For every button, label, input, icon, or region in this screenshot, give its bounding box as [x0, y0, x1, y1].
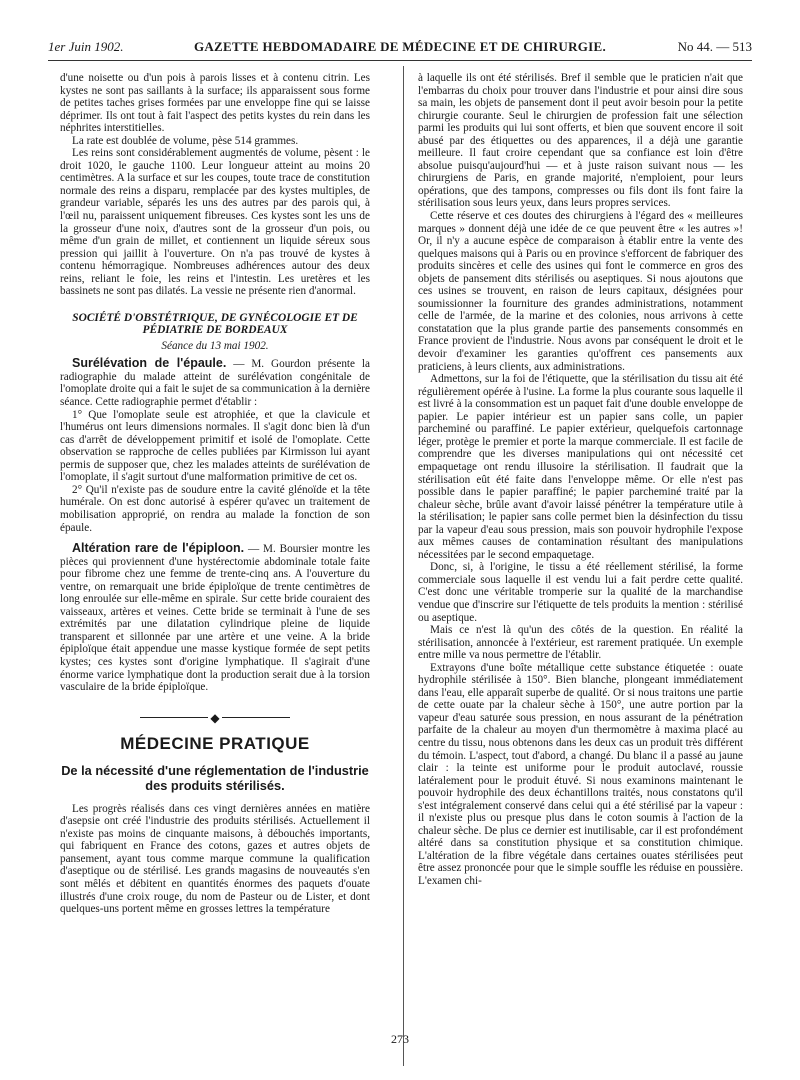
issue-number: No 44. — 513	[677, 39, 752, 54]
running-header	[48, 39, 752, 59]
article-surelevation	[60, 357, 370, 408]
article-body: — M. Boursier montre les pièces qui proviennent d'une hystérectomie abdominale totale faite pour fibrome chez une femme de trente-cinq ans. A l'ouverture du ventre, on remarquait une bride épiploïque de trente centimètres de long enroulée sur elle-même en spirale. Sur cette bride couraient des vaisseaux, artères et veines. Cette bride se terminait à l'une de ses extrémités par une dilatation cylindrique pleine de liquide transparent et sillonnée par une artère et une veine. A la bride épiploïque était appendue une masse kystique formée de sept petits kystes; ces kystes sont d'origine lymphatique. Il s'agirait d'une énorme varice lymphatique dont la production serait due à la torsion vasculaire de la bride épiploïque.	[60, 543, 370, 694]
paragraph: Les reins sont considérablement augmentés de volume, pèsent : le droit 1020, le gauche 1100. Leur longueur atteint au moins 20 centimètres. A la surface et sur les coupes, toute trace de constitution normale des reins a disparu, remplacée par des kystes multiples, de grandeur variable, séparés les uns des autres par des parois qui, à l'œil nu, paraissent uniquement fibreuses. Ces kystes sont les uns de la grosseur d'une noix, d'autres sont de la grosseur d'un pois, ou même d'un grain de millet, et contiennent un liquide séreux sous pression qui jaillit à l'ouverture. On n'a pas trouvé de kystes à contenu hémorragique. Nombreuses adhérences autour des deux reins, reliant le foie, les reins et l'intestin. Les uretères et les bassinets ne sont pas dilatés. La vessie ne présente rien d'anormal.	[60, 147, 370, 298]
left-column	[60, 72, 370, 916]
paragraph: Extrayons d'une boîte métallique cette substance étiquetée : ouate hydrophile stérilisée à 150°. Bien blanche, plongeant immédiatement dans l'eau, elle apparaît superbe de qualité. Or si nous traitons une partie de cette ouate par la chaleur sèche à 150°, une autre portion par la vapeur d'eau saturée sous pression, en nous assurant de la pénétration parfaite de la chaleur au moyen d'un thermomètre à maxima placé au centre du tissu, nous obtenons dans les deux cas un produit très différent du témoin. L'aspect, tout d'abord, a changé. Du blanc il a passé au jaune clair : la teinte est uniforme pour le produit autoclavé, roussie latéralement pour le produit étuvé. Si nous examinons maintenant le pouvoir hydrophile des deux échantillons traités, nous constatons qu'il s'est intégralement conservé dans celui qui a été stérilisé par la vapeur : il n'existe plus ou presque plus dans le coton soumis à l'action de la chaleur sèche. De plus ce dernier est inutilisable, car il est profondément altéré dans sa constitution physique et sa constitution chimique. L'altération de la fibre végétale dans certaines ouates stérilisées peut être assez prononcée pour que le simple souffle les réduise en poussière. L'examen chi-	[418, 661, 743, 887]
column-divider	[403, 66, 404, 1066]
article-intro: — M. Gourdon présente la radiographie du malade atteint de surélévation congénitale de l'omoplate droite qui a fait le sujet de sa communication à la dernière séance. Cette radiographie permet d'établir :	[60, 358, 370, 409]
paragraph: Cette réserve et ces doutes des chirurgiens à l'égard des « meilleures marques » donnent déjà une idée de ce que peuvent être « les autres »! Or, il n'y a aucune espèce de comparaison à établir entre la vente des quelques maisons qui à Paris ou en province s'efforcent de fabriquer des produits sincères et celle des usines qui font le commerce en gros des objets de pansement dits stérilisés ou aseptiques. Si nous ajoutons que ces usines se trouvent, en raison de leurs capitaux, désignées pour soumissionner la fourniture des grandes administrations, notamment celle de l'armée, de la marine et des colonies, nous arrivons à cette constatation que la plus grande partie des pansements consommés en France provient de l'industrie. Nous avons par conséquent le droit et le devoir d'examiner les garanties qu'offrent ces pansements aux praticiens, à leurs clients, aux administrations.	[418, 210, 743, 373]
header-date: 1er Juin 1902.	[48, 39, 124, 54]
ornament-divider	[60, 712, 370, 725]
header-rule	[48, 60, 752, 61]
paragraph: Admettons, sur la foi de l'étiquette, que la stérilisation du tissu ait été régulièrement opérée à l'usine. La forme la plus courante sous laquelle il est livré à la consommation est un paquet fait d'une double enveloppe de papier. Le papier intérieur est un papier sans colle, un papier parcheminé ou paraffiné. Le papier extérieur, quelquefois cartonnage léger, protège le premier et porte la marque commerciale. Il est facile de comprendre que les diverses manipulations qui ont nécessité cet empaquetage ont rendu illusoire la stérilisation. Il faudrait que la stérilisation eût été faite dans l'enveloppe même. Or elle n'est pas possible dans le papier paraffiné; le papier parcheminé traité par la chaleur sèche, brûle avant d'avoir laissé pénétrer la température utile à la stérilisation; le papier sans colle permet bien la désinfection du tissu par la vapeur d'eau sous pression, mais son pouvoir hydrophile l'expose aux mêmes causes de contamination résultant des manipulations nécessitées par le second empaquetage.	[418, 373, 743, 561]
society-heading: SOCIÉTÉ D'OBSTÉTRIQUE, DE GYNÉCOLOGIE ET DE PÉDIATRIE DE BORDEAUX	[72, 311, 358, 337]
section-heading: MÉDECINE PRATIQUE	[120, 734, 310, 754]
right-column	[418, 72, 743, 888]
article-heading: De la nécessité d'une réglementation de l'industrie des produits stérilisés.	[61, 762, 369, 793]
paragraph: Donc, si, à l'origine, le tissu a été réellement stérilisé, la forme commerciale sous laquelle il est vendu lui a fait perdre cette qualité. C'est donc une véritable tromperie sur la qualité de la marchandise vendue que d'inscrire sur l'étiquette de tels produits la mention : stérilisé ou aseptique.	[418, 561, 743, 624]
paragraph: à laquelle ils ont été stérilisés. Bref il semble que le praticien n'ait que l'embarras du choix pour trouver dans l'industrie et pour ainsi dire sous sa main, les objets de pansement dont il peut avoir besoin pour la petite chirurgie courante. Seul le chirurgien de profession fait une sélection parmi les produits qui lui sont offerts, et bien que souvent encore il soit abusé par des étiquettes ou des apparences, il a déjà une garantie meilleure. Il faut croire cependant que sa confiance est loin d'être absolue puisqu'aujourd'hui — et à juste raison suivant nous — les chirurgiens de Paris, en grande majorité, n'emploient, pour leurs opérations, que des tampons, compresses ou fils dont ils font faire la stérilisation sous leurs yeux, dans leurs propres services.	[418, 72, 743, 210]
article-epiploon	[60, 542, 370, 694]
paragraph: Les progrès réalisés dans ces vingt dernières années en matière d'asepsie ont créé l'industrie des produits stérilisés. Actuellement il n'existe pas moins de cinquante maisons, à débouchés importants, qui fabriquent en France des cotons, gazes et autres objets de pansement, ayant tous comme marque commune la qualification d'aseptique ou de stérilisé. Les grands magasins de nouveautés s'en sont mêlés et débitent en quantités énormes des paquets d'ouate illustrés d'une croix rouge, du nom de Pasteur ou de Lister, et dont quelques-uns portent même en grosses lettres la température	[60, 802, 370, 916]
paragraph: La rate est doublée de volume, pèse 514 grammes.	[72, 134, 299, 147]
session-date: Séance du 13 mai 1902.	[161, 339, 269, 352]
article-title: Altération rare de l'épiploon.	[72, 541, 245, 556]
paragraph: d'une noisette ou d'un pois à parois lisses et à contenu citrin. Les kystes ne sont pas saillants à la surface; ils apparaissent sous forme de petites taches grises formées par une enveloppe fine qui se laisse déprimer. Ils ont tout à fait l'aspect des petits kystes du rein dans les néphrites interstitielles.	[60, 72, 370, 135]
article-title: Surélévation de l'épaule.	[72, 356, 227, 371]
journal-title: GAZETTE HEBDOMADAIRE DE MÉDECINE ET DE CHIRURGIE.	[193, 39, 607, 54]
paragraph: 2° Qu'il n'existe pas de soudure entre la cavité glénoïde et la tête humérale. On est donc autorisé à espérer qu'avec un traitement de mobilisation approprié, on rendra au malade la fonction de son épaule.	[60, 483, 370, 534]
page-number: 273	[391, 1032, 409, 1046]
paragraph: Mais ce n'est là qu'un des côtés de la question. En réalité la stérilisation, annoncée à l'extérieur, est rarement pratiquée. Un exemple entre mille va nous permettre de l'établir.	[418, 624, 743, 662]
diamond-icon: ◆	[210, 710, 220, 725]
paragraph: 1° Que l'omoplate seule est atrophiée, et que la clavicule et l'humérus ont leurs dimensions normales. Il s'agit donc bien là d'un cas d'arrêt de développement primitif et isolé de l'omoplate. Cette observation se rapproche de celles publiées par Kirmisson lui ayant permis de supposer que, chez les malades atteints de surélévation de l'omoplate, il s'agit surtout d'une malformation primitive de cet os.	[60, 408, 370, 484]
